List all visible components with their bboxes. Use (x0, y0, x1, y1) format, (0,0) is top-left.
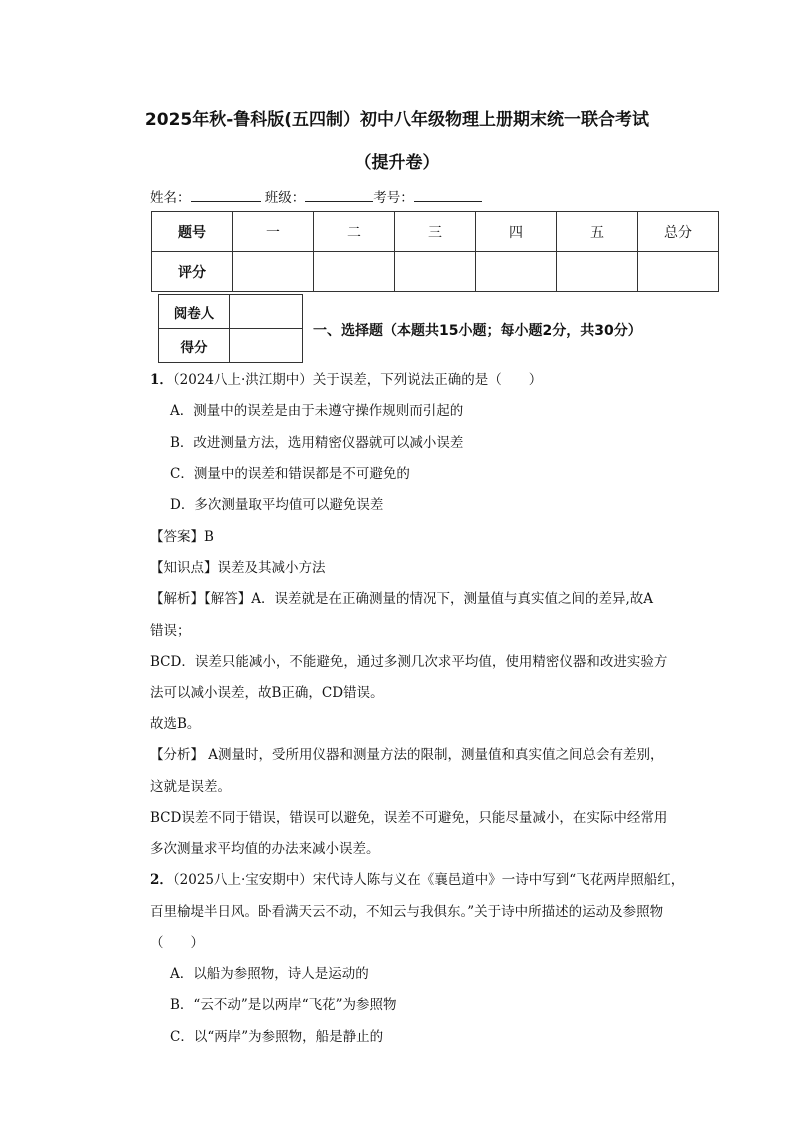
score-row-label: 评分 (152, 252, 233, 292)
grader-label: 阅卷人 (159, 295, 230, 329)
option-d: D．多次测量取平均值可以避免误差 (170, 497, 384, 513)
option-c: C．以“两岸”为参照物，船是静止的 (170, 1029, 384, 1045)
analysis-line-6: 【分析】 A测量时，受所用仪器和测量方法的限制，测量值和真实值之间总会有差别， (150, 747, 664, 763)
question-1 (150, 371, 542, 389)
option-c: C．测量中的误差和错误都是不可避免的 (170, 466, 410, 482)
exam-subtitle: （提升卷） (354, 153, 440, 173)
number-label: 考号： (373, 190, 414, 206)
grader-table (158, 294, 303, 363)
analysis-line-7: 这就是误差。 (150, 779, 231, 795)
score-cell[interactable] (314, 252, 395, 292)
points-cell[interactable] (230, 329, 303, 363)
score-cell[interactable] (557, 252, 638, 292)
question-source: （2025八上·宝安期中） (172, 872, 313, 888)
points-label: 得分 (159, 329, 230, 363)
option-a: A．以船为参照物，诗人是运动的 (170, 966, 369, 982)
question-2-stem-2: 百里榆堤半日风。卧看满天云不动，不知云与我俱东。”关于诗中所描述的运动及参照物 (150, 904, 664, 920)
answer-line (150, 528, 214, 546)
analysis-line-2: 错误； (150, 623, 191, 639)
answer-tag: 【答案】 (150, 529, 204, 545)
student-info-row (150, 186, 482, 206)
score-header-cell: 总分 (638, 212, 719, 252)
question-number: 1． (150, 372, 173, 388)
analysis-line-9: 多次测量求平均值的办法来减小误差。 (150, 841, 380, 857)
score-header-row (152, 212, 719, 252)
question-2-stem-3: （ ） (150, 935, 204, 951)
knowledge-value: 误差及其减小方法 (217, 560, 326, 576)
name-field[interactable] (191, 187, 261, 202)
name-label: 姓名： (150, 190, 191, 206)
question-stem: 宋代诗人陈与义在《襄邑道中》一诗中写到“飞花两岸照船红， (312, 872, 685, 888)
score-cell[interactable] (476, 252, 557, 292)
score-header-cell: 四 (476, 212, 557, 252)
section-heading: 一、选择题（本题共15小题；每小题2分，共30分） (313, 323, 642, 339)
score-cell[interactable] (233, 252, 314, 292)
grader-cell[interactable] (230, 295, 303, 329)
answer-value: B (204, 529, 214, 545)
score-header-cell: 一 (233, 212, 314, 252)
analysis-line-5: 故选B。 (150, 716, 201, 732)
number-field[interactable] (414, 187, 482, 202)
question-number: 2． (150, 872, 173, 888)
knowledge-tag: 【知识点】 (150, 560, 218, 576)
analysis-line-8: BCD误差不同于错误，错误可以避免，误差不可避免，只能尽量减小，在实际中经常用 (150, 810, 668, 826)
exam-title: 2025年秋-鲁科版(五四制）初中八年级物理上册期末统一联合考试 (144, 110, 650, 130)
question-source: （2024八上·洪江期中） (172, 372, 313, 388)
option-a: A．测量中的误差是由于未遵守操作规则而引起的 (170, 403, 464, 419)
question-2 (150, 871, 684, 889)
class-field[interactable] (305, 187, 373, 202)
score-header-cell: 题号 (152, 212, 233, 252)
score-row (152, 252, 719, 292)
score-table (151, 211, 719, 292)
analysis-line-3: BCD．误差只能减小，不能避免，通过多测几次求平均值，使用精密仪器和改进实验方 (150, 654, 668, 670)
knowledge-line (150, 559, 326, 577)
score-header-cell: 三 (395, 212, 476, 252)
option-b: B．改进测量方法，选用精密仪器就可以减小误差 (170, 435, 464, 451)
analysis-line-1: 【解析】【解答】A．误差就是在正确测量的情况下，测量值与真实值之间的差异,故A (150, 591, 654, 607)
class-label: 班级： (264, 190, 306, 206)
score-header-cell: 五 (557, 212, 638, 252)
option-b: B．“云不动”是以两岸“飞花”为参照物 (170, 997, 397, 1013)
score-cell[interactable] (638, 252, 719, 292)
score-cell[interactable] (395, 252, 476, 292)
score-header-cell: 二 (314, 212, 395, 252)
analysis-line-4: 法可以减小误差，故B正确，CD错误。 (150, 685, 384, 701)
question-stem: 关于误差，下列说法正确的是（ ） (312, 372, 543, 388)
